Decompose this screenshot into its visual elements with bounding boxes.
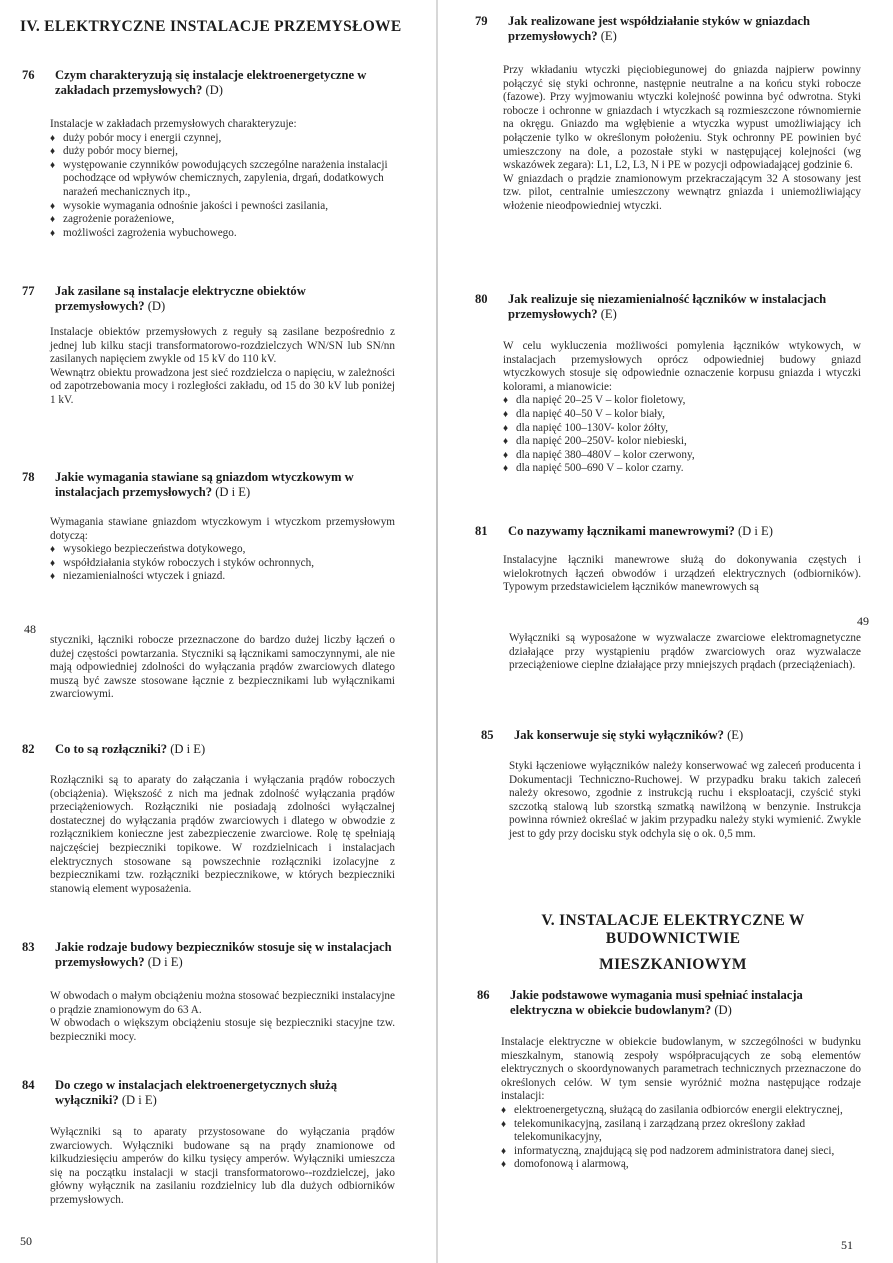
question-76	[22, 68, 394, 97]
question-text: Jakie wymagania stawiane są gniazdom wtyczkowym w instalacjach przemysłowych?	[55, 470, 354, 499]
question-85	[481, 728, 861, 743]
question-tag: (E)	[600, 306, 617, 321]
list-item: ♦ wysokie wymagania odnośnie jakości i pewności zasilania,	[50, 200, 395, 214]
question-number: 83	[22, 940, 35, 954]
list-item: ♦ wysokiego bezpieczeństwa dotykowego,	[50, 543, 395, 557]
question-number: 80	[475, 292, 488, 306]
continuation-text: Wyłączniki są wyposażone w wyzwalacze zwarciowe elektromagnetyczne działające przy wystąpieniu prądów zwarciowych oraz wyzwalacze przeciążeniowe cieplne działające przy mniejszych prądach (przeciążeniach).	[509, 632, 861, 672]
answer-84: Wyłączniki są to aparaty przystosowane do wyłączania prądów zwarciowych. Wyłączniki budowane są na prądy znamionowe od kilkudziesięciu amperów do kilku tysięcy amperów. Wyłączniki umieszcza się na początku instalacji w stacji transformatorowo--rozdzielczej, jako główny wyłącznik na zasilaniu rozdzielnicy lub dla dużych odbiorników przemysłowych.	[50, 1126, 395, 1206]
answer-79	[503, 64, 861, 214]
question-79	[475, 14, 855, 43]
answer-paragraph: W obwodach o małym obciążeniu można stosować bezpieczniki instalacyjne o prądzie znamionowym do 63 A.	[50, 990, 395, 1016]
answer-intro: W celu wykluczenia możliwości pomylenia łączników wtykowych, w instalacjach przemysłowych oprócz odpowiedniej budowy gniazd wtyczkowych stosuje się odpowiednie oznaczenie korpusu gniazda i wtyczki kolorami, a mianowicie:	[503, 340, 861, 393]
question-tag: (E)	[600, 28, 617, 43]
answer-intro: Wymagania stawiane gniazdom wtyczkowym i wtyczkom przemysłowym dotyczą:	[50, 516, 395, 542]
answer-paragraph: W obwodach o większym obciążeniu stosuje się bezpieczniki stacyjne tzw. bezpieczniki mocy.	[50, 1017, 395, 1043]
answer-83	[50, 990, 395, 1044]
question-tag: (D i E)	[121, 1092, 157, 1107]
question-text: Co to są rozłączniki?	[55, 742, 168, 756]
question-77	[22, 284, 394, 313]
answer-76	[50, 118, 395, 240]
question-number: 78	[22, 470, 35, 484]
question-number: 86	[477, 988, 490, 1002]
question-text: Jakie podstawowe wymagania musi spełniać instalacja elektryczna w obiekcie budowlanym?	[510, 988, 803, 1017]
answer-86	[501, 1036, 861, 1172]
answer-78	[50, 516, 395, 584]
question-tag: (E)	[727, 728, 744, 742]
question-80	[475, 292, 855, 321]
list-item: ♦ telekomunikacyjną, zasilaną i zarządzaną przez określony zakład telekomunikacyjny,	[501, 1118, 861, 1145]
question-number: 76	[22, 68, 35, 82]
list-item: ♦ niezamienialności wtyczek i gniazd.	[50, 570, 395, 584]
question-83	[22, 940, 394, 969]
question-number: 84	[22, 1078, 35, 1092]
question-tag: (D i E)	[170, 742, 206, 756]
continuation-text: styczniki, łączniki robocze przeznaczone do bardzo dużej liczby łączeń o dużej częstości powtarzania. Styczniki są łącznikami samoczynnymi, ale nie mają odpowiedniej zdolności do wyłączania prądów zwarciowych dlatego muszą być zawsze stosowane łącznie z bezpiecznikami lub wyłącznikami zwarciowymi.	[50, 634, 395, 701]
question-86	[477, 988, 857, 1017]
question-text: Jak realizuje się niezamienialność łączników w instalacjach przemysłowych?	[508, 292, 827, 321]
question-tag: (D)	[714, 1002, 732, 1017]
answer-paragraph: Wewnątrz obiektu prowadzona jest sieć rozdzielcza o napięciu, w zależności od zapotrzebowania mocy i rozległości zakładu, od 15 do 30 kV lub poniżej 1 kV.	[50, 366, 395, 406]
section-title-iv: IV. ELEKTRYCZNE INSTALACJE PRZEMYSŁOWE	[20, 18, 402, 35]
section-title-v	[473, 912, 873, 974]
question-tag: (D i E)	[737, 524, 773, 538]
answer-paragraph: Przy wkładaniu wtyczki pięciobiegunowej do gniazda najpierw powinny połączyć się styki ochronne, następnie neutralne a na końcu styki robocze (fazowe). Przy wyjmowaniu wtyczki kolejność powinna być odwrotna. Styki robocze i ochronne w gniazdach i wtyczkach są rozmieszczone równomiernie na okręgu. Gniazdo ma wgłębienie a wtyczka wypust umożliwiający ich połączenie tylko w określonym położeniu. Styk ochronny PE powinien być umieszczony na dole, a pozostałe styki w następującej kolejności (wg wskazówek zegara): L1, L2, L3, N i PE w pozycji odpowiadającej godzinie 6.	[503, 64, 861, 172]
list-item: ♦ możliwości zagrożenia wybuchowego.	[50, 227, 395, 241]
list-item: ♦ współdziałania styków roboczych i styków ochronnych,	[50, 557, 395, 571]
answer-paragraph: Instalacje obiektów przemysłowych z reguły są zasilane bezpośrednio z jednej lub kilku stacji transformatorowo-rozdzielczych WN/SN lub SN/nn zasilanych napięciem zwykle od 15 kV do 110 kV.	[50, 326, 395, 366]
list-item: ♦ dla napięć 200–250V- kolor niebieski,	[503, 435, 861, 449]
question-tag: (D)	[205, 82, 223, 97]
question-number: 82	[22, 742, 35, 756]
question-text: Jak konserwuje się styki wyłączników?	[514, 728, 724, 742]
list-item: ♦ dla napięć 380–480V – kolor czerwony,	[503, 449, 861, 463]
answer-intro: Instalacje elektryczne w obiekcie budowlanym, w szczególności w budynku mieszkalnym, stanowią zespoły współpracujących ze sobą elementów elektrycznych o skoordynowanych parametrach technicznych przeznaczone do określonych celów. W tym sensie wyróżnić można następujące rodzaje instalacji:	[501, 1036, 861, 1103]
question-number: 77	[22, 284, 35, 298]
list-item: ♦ dla napięć 500–690 V – kolor czarny.	[503, 462, 861, 476]
question-number: 79	[475, 14, 488, 28]
question-text: Jak zasilane są instalacje elektryczne obiektów przemysłowych?	[55, 284, 306, 313]
page-number: 50	[20, 1234, 32, 1248]
question-78	[22, 470, 394, 499]
question-text: Czym charakteryzują się instalacje elektroenergetyczne w zakładach przemysłowych?	[55, 68, 367, 97]
list-item: ♦ duży pobór mocy biernej,	[50, 145, 395, 159]
list-item: ♦ występowanie czynników powodujących szczególne narażenia instalacji pochodzące od wpływów chemicznych, zapylenia, drgań, dodatkowych narażeń mechanicznych itp.,	[50, 159, 395, 200]
question-text: Co nazywamy łącznikami manewrowymi?	[508, 524, 735, 538]
question-tag: (D i E)	[147, 954, 183, 969]
list-item: ♦ informatyczną, znajdującą się pod nadzorem administratora danej sieci,	[501, 1145, 861, 1159]
page-number: 49	[857, 614, 869, 628]
answer-80	[503, 340, 861, 476]
question-tag: (D)	[147, 298, 166, 313]
list-item: ♦ elektroenergetyczną, służącą do zasilania odbiorców energii elektrycznej,	[501, 1104, 861, 1118]
list-item: ♦ dla napięć 20–25 V – kolor fioletowy,	[503, 394, 861, 408]
list-item: ♦ dla napięć 100–130V- kolor żółty,	[503, 422, 861, 436]
page-number: 48	[24, 622, 36, 636]
question-number: 81	[475, 524, 488, 538]
question-text: Jak realizowane jest współdziałanie styków w gniazdach przemysłowych?	[508, 14, 811, 43]
answer-85: Styki łączeniowe wyłączników należy konserwować wg zaleceń producenta i Dokumentacji Techniczno-Ruchowej. W przypadku braku takich zaleceń należy okresowo, zgodnie z instrukcją ruchu i eksploatacji, czyścić styki szczotką stalową lub szorstką szmatką nawilżoną w benzynie. Instrukcja powinna również określać w jakim przypadku należy styki wymienić. Zwykle jest to gdy przy docisku styk odchyla się o ok. 0,5 mm.	[509, 760, 861, 840]
list-item: ♦ zagrożenie porażeniowe,	[50, 213, 395, 227]
answer-81: Instalacyjne łączniki manewrowe służą do dokonywania częstych i wielokrotnych łączeń obwodów i urządzeń elektrycznych (odbiorników). Typowym przedstawicielem łączników manewrowych są	[503, 554, 861, 594]
section-title-line: V. INSTALACJE ELEKTRYCZNE W BUDOWNICTWIE	[541, 912, 805, 947]
question-82	[22, 742, 394, 757]
list-item: ♦ domofonową i alarmową,	[501, 1158, 861, 1172]
question-81	[475, 524, 855, 539]
question-84	[22, 1078, 394, 1107]
question-text: Jakie rodzaje budowy bezpieczników stosuje się w instalacjach przemysłowych?	[55, 940, 392, 969]
question-text: Do czego w instalacjach elektroenergetycznych służą wyłączniki?	[55, 1078, 338, 1107]
answer-intro: Instalacje w zakładach przemysłowych charakteryzuje:	[50, 118, 297, 130]
answer-82: Rozłączniki są to aparaty do załączania i wyłączania prądów roboczych (obciążenia). Większość z nich ma jednak zdolność wyłączania prądów przeciążeniowych. Rozłączniki nie posiadają zdolności wyłączalnej dostatecznej do wyłączania prądów zwarciowych i dlatego w obwodzie z rozłącznikiem konieczne jest zabezpieczenie zwarciowe. Rolę tę spełniają najczęściej bezpieczniki topikowe. W rozdzielnicach i instalacjach elektrycznych stosowane są powszechnie rozłączniki izolacyjne z bezpiecznikami tzw. rozłączniki bezpiecznikowe, w których bezpieczniki stanowią element wyposażenia.	[50, 774, 395, 895]
list-item: ♦ dla napięć 40–50 V – kolor biały,	[503, 408, 861, 422]
question-number: 85	[481, 728, 494, 742]
section-title-line: MIESZKANIOWYM	[599, 956, 747, 973]
list-item: ♦ duży pobór mocy i energii czynnej,	[50, 132, 395, 146]
answer-77	[50, 326, 395, 408]
answer-paragraph: W gniazdach o prądzie znamionowym przekraczającym 32 A stosowany jest tzw. pilot, centralnie umieszczony wewnątrz gniazda i uniemożliwiający włożenie nieodpowiedniej wtyczki.	[503, 172, 861, 212]
page-fold	[436, 0, 438, 1263]
page-number: 51	[841, 1238, 853, 1252]
question-tag: (D i E)	[215, 484, 251, 499]
